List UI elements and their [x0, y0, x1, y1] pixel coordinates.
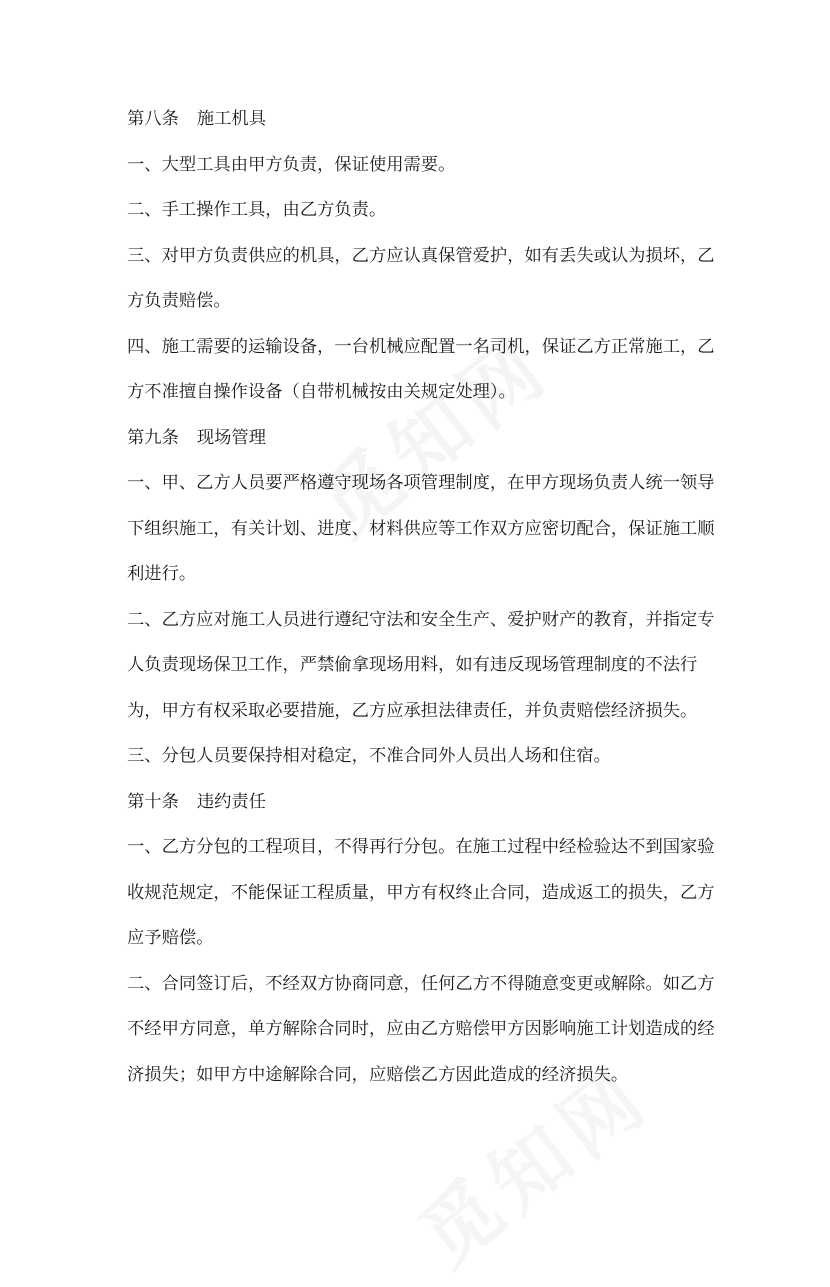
article-9-item-1-line-3: 利进行。	[127, 564, 197, 584]
article-9-item-2-line-2: 人负责现场保卫工作，严禁偷拿现场用料，如有违反现场管理制度的不法行	[127, 655, 698, 675]
article-10-item-2-line-2: 不经甲方同意，单方解除合同时，应由乙方赔偿甲方因影响施工计划造成的经	[127, 1019, 715, 1039]
article-10-item-1-line-3: 应予赔偿。	[127, 928, 214, 948]
article-9-heading: 第九条 现场管理	[127, 427, 266, 448]
article-8-item-2: 二、手工操作工具，由乙方负责。	[127, 200, 387, 220]
document-body	[127, 108, 715, 1086]
article-9-item-3: 三、分包人员要保持相对稳定，不准合同外人员出人场和住宿。	[127, 746, 611, 766]
article-10-item-2-line-3: 济损失；如甲方中途解除合同，应赔偿乙方因此造成的经济损失。	[127, 1064, 629, 1085]
article-10-item-1-line-2: 收规范规定，不能保证工程质量，甲方有权终止合同，造成返工的损失，乙方	[127, 882, 715, 903]
article-8-item-3-line-2: 方负责赔偿。	[127, 291, 231, 311]
article-9-item-1-line-1: 一、甲、乙方人员要严格遵守现场各项管理制度，在甲方现场负责人统一领导	[127, 473, 715, 493]
article-9-item-2-line-3: 为，甲方有权采取必要措施，乙方应承担法律责任，并负责赔偿经济损失。	[127, 700, 698, 721]
article-8-item-1: 一、大型工具由甲方负责，保证使用需要。	[127, 154, 456, 175]
article-8-heading: 第八条 施工机具	[127, 109, 266, 129]
article-8-item-4-line-2: 方不准擅自操作设备（自带机械按由关规定处理）。	[127, 382, 516, 402]
article-8-item-4-line-1: 四、施工需要的运输设备，一台机械应配置一名司机，保证乙方正常施工，乙	[127, 336, 715, 357]
article-10-item-1-line-1: 一、乙方分包的工程项目，不得再行分包。在施工过程中经检验达不到国家验	[127, 837, 715, 857]
article-10-heading: 第十条 违约责任	[127, 791, 266, 812]
article-8-item-3-line-1: 三、对甲方负责供应的机具，乙方应认真保管爱护，如有丢失或认为损坏，乙	[127, 245, 715, 266]
article-10-item-2-line-1: 二、合同签订后，不经双方协商同意，任何乙方不得随意变更或解除。如乙方	[127, 973, 715, 994]
article-9-item-2-line-1: 二、乙方应对施工人员进行遵纪守法和安全生产、爱护财产的教育，并指定专	[127, 609, 715, 630]
article-9-item-1-line-2: 下组织施工，有关计划、进度、材料供应等工作双方应密切配合，保证施工顺	[127, 518, 715, 539]
